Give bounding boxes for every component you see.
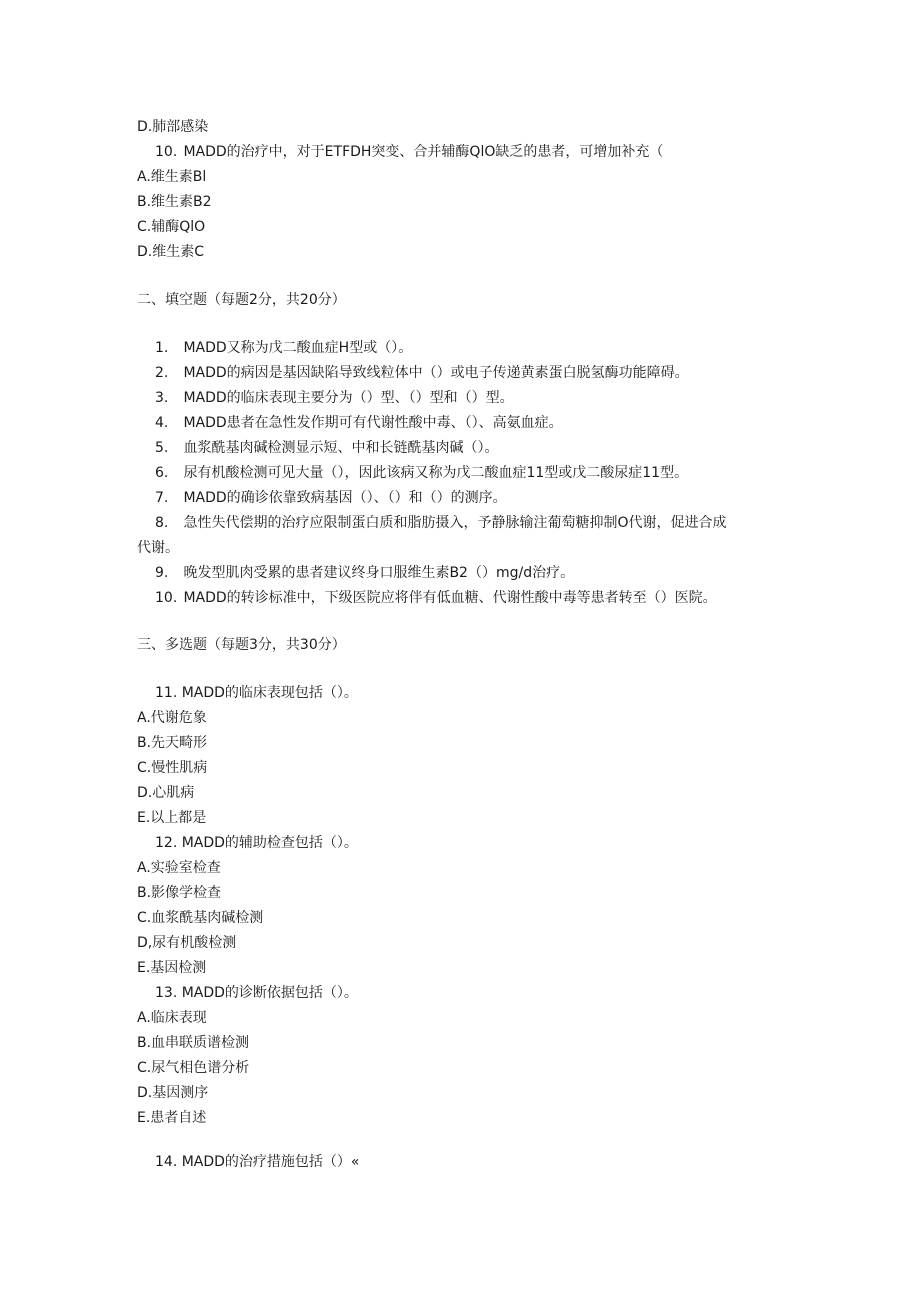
q12-option-b: B.影像学检查 <box>137 885 222 901</box>
q13-option-a: A.临床表现 <box>137 1010 207 1026</box>
fill-item-text: MADD的确诊依靠致病基因（）、（）和（）的测序。 <box>183 490 507 506</box>
fill-item-number: 5. <box>155 440 169 456</box>
fill-item-number: 1. <box>155 340 169 356</box>
q12-option-a: A.实验室检查 <box>137 860 221 876</box>
fill-item-text: 尿有机酸检测可见大量（），因此该病又称为戊二酸血症11型或戊二酸尿症11型。 <box>183 465 689 481</box>
fill-item-number: 9. <box>155 565 169 581</box>
fill-item-number: 6. <box>155 465 169 481</box>
q12-question: 12. MADD的辅助检查包括（）。 <box>155 835 358 851</box>
q13-option-e: E.患者自述 <box>137 1110 207 1126</box>
fill-item-1 <box>155 338 412 358</box>
q11-option-c: C.慢性肌病 <box>137 760 208 776</box>
fill-item-8-continuation: 代谢。 <box>137 540 179 556</box>
q10-question <box>155 142 663 162</box>
fill-item-number: 10. <box>155 590 178 606</box>
q12-option-d: D,尿有机酸检测 <box>137 935 237 951</box>
q10-option-c: C.辅酶QlO <box>137 219 206 235</box>
q10-number: 10. <box>155 144 178 160</box>
q10-text: MADD的治疗中，对于ETFDH突变、合并辅酶QlO缺乏的患者，可增加补充（ <box>183 144 664 160</box>
fill-item-number: 3. <box>155 390 169 406</box>
q11-option-e: E.以上都是 <box>137 810 207 826</box>
fill-item-text: MADD的病因是基因缺陷导致线粒体中（）或电子传递黄素蛋白脱氢酶功能障碍。 <box>183 365 689 381</box>
fill-item-number: 2. <box>155 365 169 381</box>
fill-item-number: 7. <box>155 490 169 506</box>
q11-question: 11. MADD的临床表现包括（）。 <box>155 685 358 701</box>
q10-option-b: B.维生素B2 <box>137 194 212 210</box>
section3-title: 三、多选题（每题3分，共30分） <box>137 637 346 653</box>
q11-option-b: B.先天畸形 <box>137 735 208 751</box>
q13-question: 13. MADD的诊断依据包括（）。 <box>155 985 358 1001</box>
q12-option-c: C.血浆酰基肉碱检测 <box>137 910 264 926</box>
section2-title: 二、填空题（每题2分，共20分） <box>137 292 346 308</box>
q10-option-a: A.维生素Bl <box>137 169 207 185</box>
fill-item-7 <box>155 488 507 508</box>
fill-item-9 <box>155 563 574 583</box>
fill-item-number: 8. <box>155 515 169 531</box>
fill-item-6 <box>155 463 688 483</box>
fill-item-text: 急性失代偿期的治疗应限制蛋白质和脂肪摄入，予静脉输注葡萄糖抑制O代谢，促进合成 <box>183 515 727 531</box>
fill-item-number: 4. <box>155 415 169 431</box>
q10-option-d: D.维生素C <box>137 244 205 260</box>
q14-question: 14. MADD的治疗措施包括（）« <box>155 1154 360 1170</box>
q11-option-a: A.代谢危象 <box>137 710 207 726</box>
fill-item-5 <box>155 438 498 458</box>
q13-option-d: D.基因测序 <box>137 1085 209 1101</box>
fill-item-3 <box>155 388 514 408</box>
fill-item-text: MADD患者在急性发作期可有代谢性酸中毒、（）、高氨血症。 <box>183 415 563 431</box>
fill-item-10 <box>155 588 717 608</box>
fill-item-text: MADD的临床表现主要分为（）型、（）型和（）型。 <box>183 390 514 406</box>
fill-item-text: MADD又称为戊二酸血症H型或（）。 <box>183 340 413 356</box>
q13-option-c: C.尿气相色谱分析 <box>137 1060 250 1076</box>
fill-item-text: 晚发型肌肉受累的患者建议终身口服维生素B2（）mg/d治疗。 <box>183 565 575 581</box>
fill-item-4 <box>155 413 563 433</box>
fill-item-2 <box>155 363 689 383</box>
fill-item-text: MADD的转诊标准中，下级医院应将伴有低血糖、代谢性酸中毒等患者转至（）医院。 <box>183 590 717 606</box>
fill-item-text: 血浆酰基肉碱检测显示短、中和长链酰基肉碱（）。 <box>183 440 499 456</box>
q12-option-e: E.基因检测 <box>137 960 207 976</box>
q11-option-d: D.心肌病 <box>137 785 195 801</box>
fill-item-8 <box>155 513 726 533</box>
q9-option-d: D.肺部感染 <box>137 119 209 135</box>
q13-option-b: B.血串联质谱检测 <box>137 1035 250 1051</box>
